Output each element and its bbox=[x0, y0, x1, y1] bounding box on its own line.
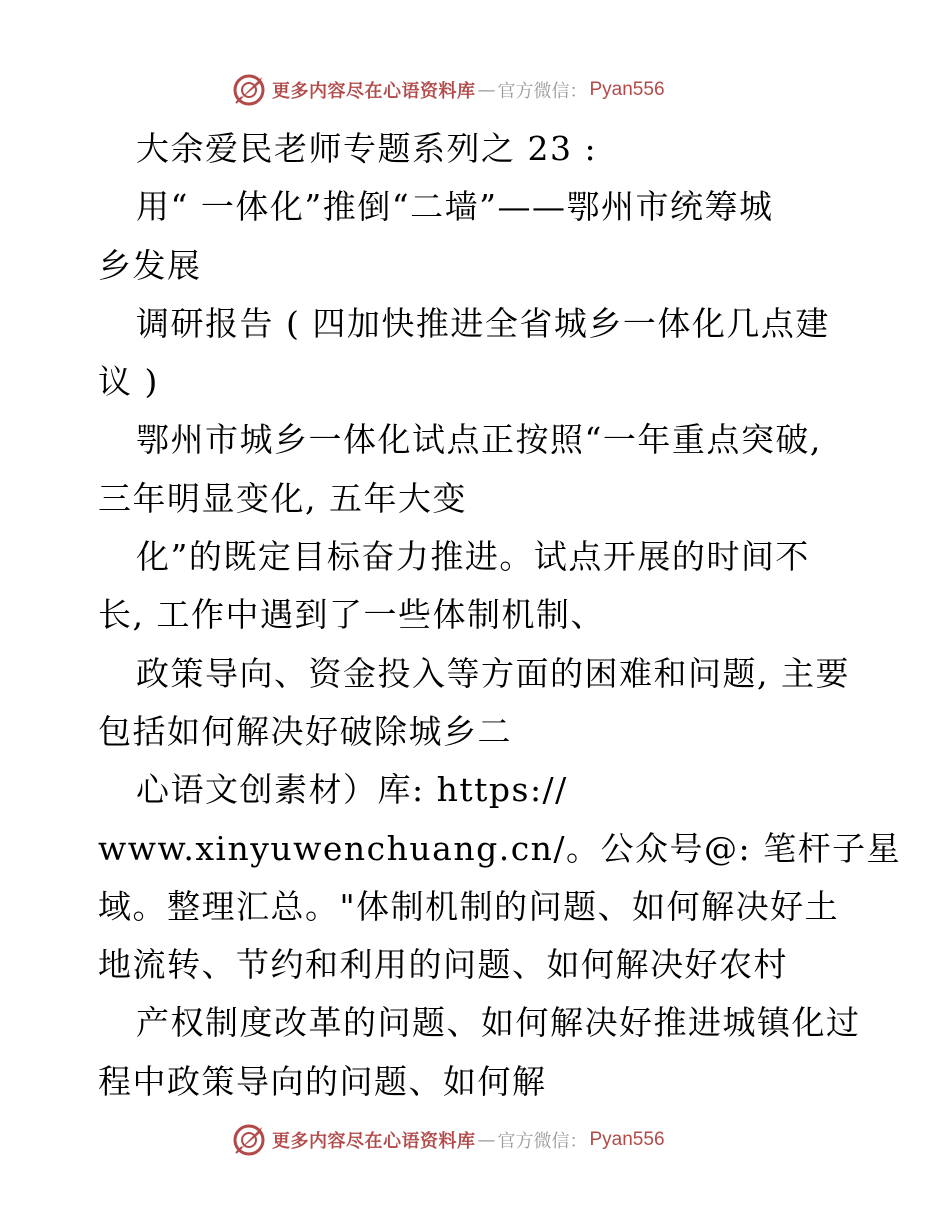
promo-text: 更多内容尽在心语资料库 bbox=[272, 81, 476, 102]
text-line: 程中政策导向的问题、如何解 bbox=[98, 1061, 547, 1101]
text-line: 政策导向、资金投入等方面的困难和问题, 主要 bbox=[136, 653, 850, 693]
promo-text: 更多内容尽在心语资料库 bbox=[272, 1131, 476, 1152]
text-line: 调研报告 ( 四加快推进全省城乡一体化几点建 bbox=[136, 303, 830, 343]
text-line: 大余爱民老师专题系列之 23 : bbox=[136, 129, 598, 168]
text-line: 议 ) bbox=[98, 362, 159, 402]
wechat-id: Pyan556 bbox=[589, 79, 665, 100]
separator-dash: — bbox=[477, 1129, 496, 1151]
text-line: 域。整理汇总。"体制机制的问题、如何解决好土 bbox=[98, 886, 840, 926]
brand-logo-icon bbox=[232, 1123, 266, 1157]
text-line: 长, 工作中遇到了一些体制机制、 bbox=[98, 595, 605, 635]
wechat-id: Pyan556 bbox=[589, 1129, 665, 1150]
text-line: 包括如何解决好破除城乡二 bbox=[98, 711, 512, 751]
text-line: 鄂州市城乡一体化试点正按照“一年重点突破, bbox=[136, 420, 822, 460]
text-line: 乡发展 bbox=[98, 245, 202, 285]
text-line: 三年明显变化, 五年大变 bbox=[98, 478, 467, 518]
official-wechat-label: 官方微信： bbox=[497, 81, 588, 102]
separator-dash: — bbox=[477, 79, 496, 101]
brand-logo-icon bbox=[232, 73, 266, 107]
header-watermark-banner bbox=[232, 70, 665, 110]
text-line: 心语文创素材）库: https:// bbox=[136, 770, 568, 810]
text-line: 用“ 一体化”推倒“二墙”——鄂州市统筹城 bbox=[136, 187, 774, 227]
official-wechat-label: 官方微信： bbox=[497, 1131, 588, 1152]
text-line: 地流转、节约和利用的问题、如何解决好农村 bbox=[98, 945, 788, 985]
document-body bbox=[98, 120, 902, 1111]
footer-watermark-banner bbox=[232, 1120, 665, 1160]
text-line: 化”的既定目标奋力推进。试点开展的时间不 bbox=[136, 537, 810, 577]
text-line: www.xinyuwenchuang.cn/。公众号@: 笔杆子星 bbox=[98, 828, 902, 868]
text-line: 产权制度改革的问题、如何解决好推进城镇化过 bbox=[136, 1003, 861, 1043]
